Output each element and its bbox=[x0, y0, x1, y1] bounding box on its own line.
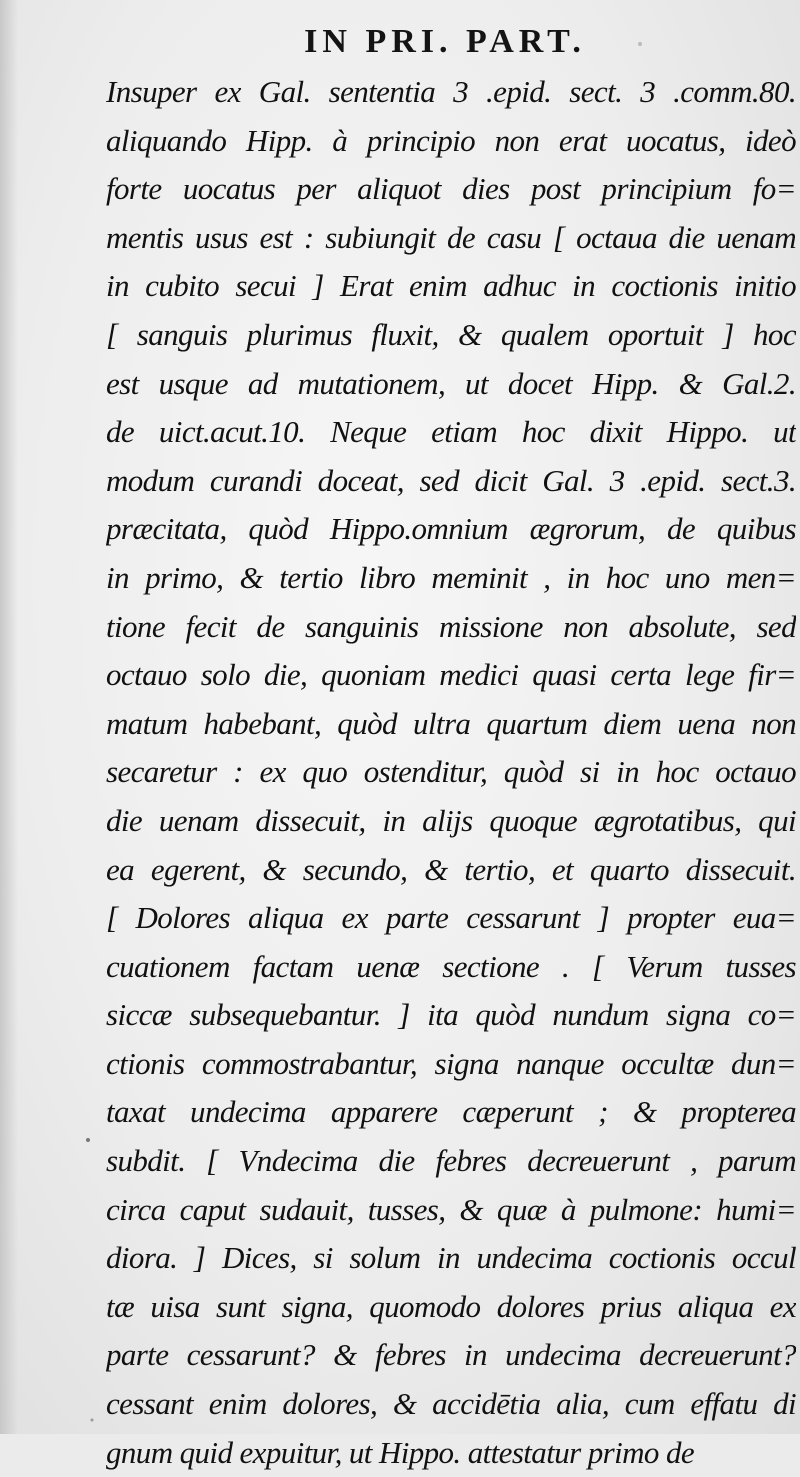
text-line: aliquando Hipp. à principio non erat uocatus, ideò bbox=[106, 122, 796, 158]
text-line: forte uocatus per aliquot dies post principium fo= bbox=[106, 171, 796, 207]
text-line: tæ uisa sunt signa, quomodo dolores prius aliqua ex bbox=[106, 1288, 796, 1324]
text-line: cuationem factam uenæ sectione . [ Verum tusses bbox=[106, 948, 796, 984]
ink-speck bbox=[91, 1419, 94, 1422]
text-line: diora. ] Dices, si solum in undecima coctionis occul bbox=[106, 1240, 796, 1276]
text-line: [ sanguis plurimus fluxit, & qualem oportuit ] hoc bbox=[106, 316, 796, 352]
main-text-block bbox=[106, 68, 796, 1477]
text-line: Insuper ex Gal. sententia 3 .epid. sect. 3 .comm.80. bbox=[106, 74, 796, 109]
text-line: subdit. [ Vndecima die febres decreuerunt , parum bbox=[106, 1143, 796, 1179]
text-line: octauo solo die, quoniam medici quasi certa lege fir= bbox=[106, 657, 796, 693]
text-line: est usque ad mutationem, ut docet Hipp. & Gal.2. bbox=[106, 365, 796, 401]
text-line: cessant enim dolores, & accidētia alia, cum effatu di bbox=[106, 1386, 796, 1422]
text-line: tione fecit de sanguinis missione non absolute, sed bbox=[106, 608, 796, 644]
text-line: de uict.acut.10. Neque etiam hoc dixit Hippo. ut bbox=[106, 414, 796, 450]
text-line: [ Dolores aliqua ex parte cessarunt ] propter eua= bbox=[106, 900, 796, 936]
text-line: parte cessarunt? & febres in undecima decreuerunt? bbox=[106, 1337, 796, 1373]
text-line: matum habebant, quòd ultra quartum diem uena non bbox=[106, 705, 796, 741]
text-line: siccæ subsequebantur. ] ita quòd nundum signa co= bbox=[106, 997, 796, 1033]
text-line: die uenam dissecuit, in alijs quoque ægrotatibus, qui bbox=[106, 802, 796, 838]
text-line: gnum quid expuitur, ut Hippo. attestatur primo de bbox=[106, 1434, 694, 1470]
running-header bbox=[0, 22, 800, 62]
ink-speck bbox=[86, 1138, 90, 1142]
gutter-shadow bbox=[0, 0, 18, 1434]
text-line: modum curandi doceat, sed dicit Gal. 3 .epid. sect.3. bbox=[106, 462, 796, 498]
text-line: secaretur : ex quo ostenditur, quòd si in hoc octauo bbox=[106, 754, 796, 790]
text-line: taxat undecima apparere cæperunt ; & propterea bbox=[106, 1094, 796, 1130]
running-title: IN PRI. PART. bbox=[304, 23, 586, 60]
text-line: in primo, & tertio libro meminit , in hoc uno men= bbox=[106, 559, 796, 595]
text-line: circa caput sudauit, tusses, & quæ à pulmone: humi= bbox=[106, 1191, 796, 1227]
text-line: in cubito secui ] Erat enim adhuc in coctionis initio bbox=[106, 268, 796, 304]
text-line: præcitata, quòd Hippo.omnium ægrorum, de quibus bbox=[106, 511, 796, 547]
text-line: ctionis commostrabantur, signa nanque occultæ dun= bbox=[106, 1045, 796, 1081]
text-line: mentis usus est : subiungit de casu [ octaua die uenam bbox=[106, 219, 796, 255]
text-line: ea egerent, & secundo, & tertio, et quarto dissecuit. bbox=[106, 851, 796, 887]
